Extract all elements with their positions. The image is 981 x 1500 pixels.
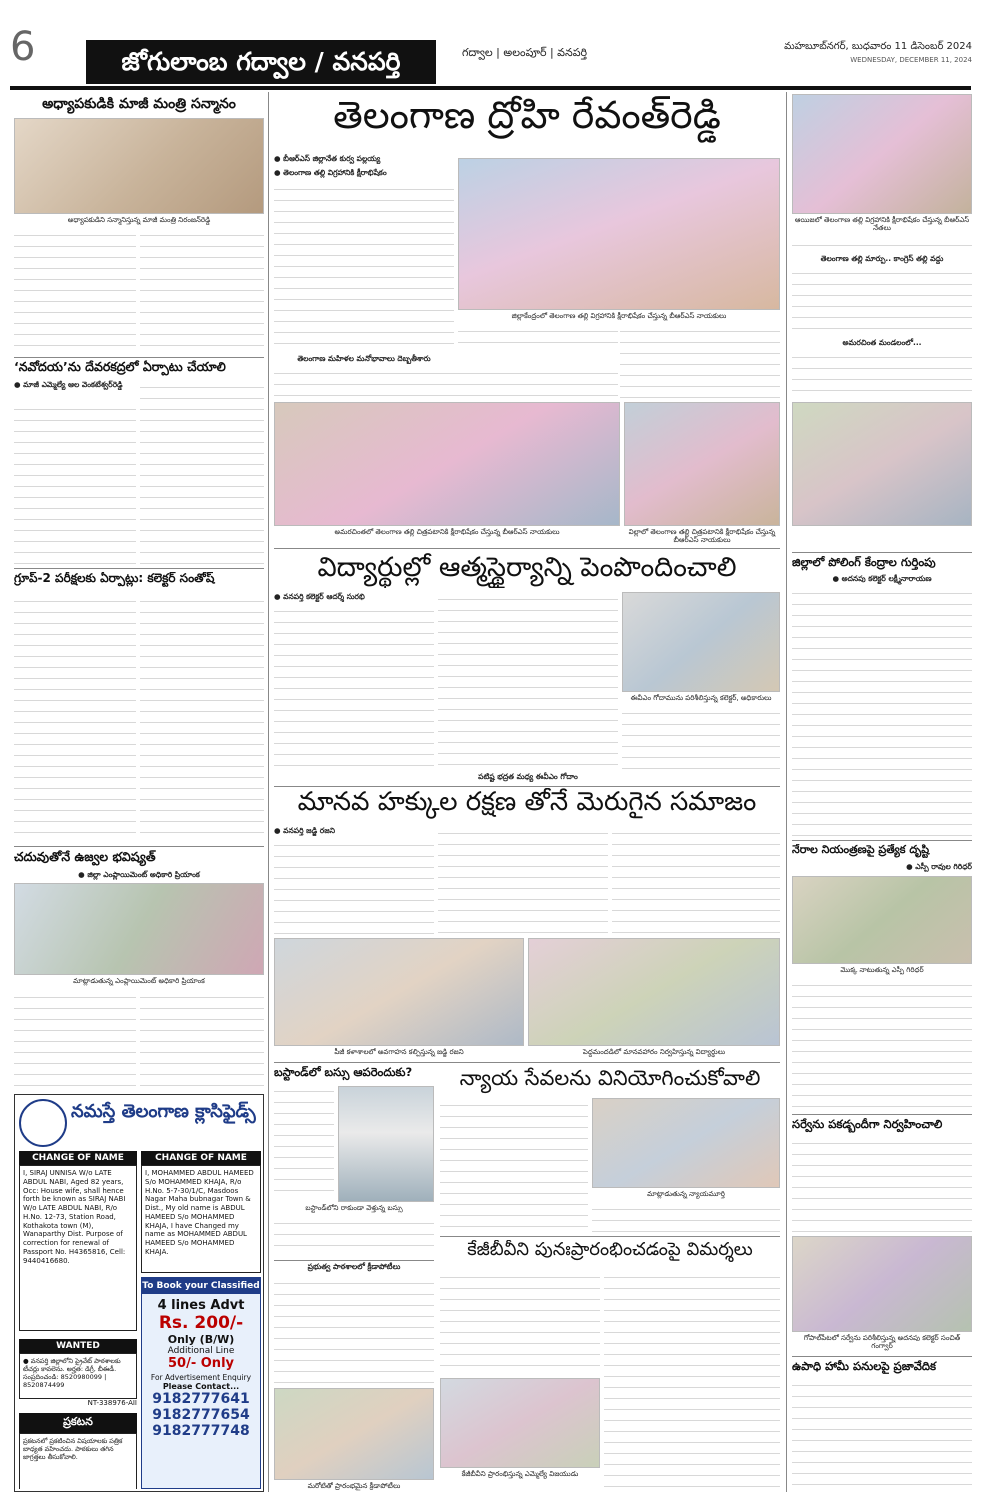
- photo-legal-services: [592, 1098, 780, 1188]
- divider: [14, 357, 264, 358]
- booking-heading: To Book your Classified: [142, 1278, 260, 1294]
- headline-article-10: ప్రభుత్వ పాఠశాలలో క్రీడాపోటీలు: [307, 1262, 401, 1271]
- nt-code: NT-338976-AII: [87, 1399, 137, 1407]
- booking-only: Only (B/W): [167, 1333, 235, 1346]
- main-bullet-2: ● తెలంగాణ తల్లి విగ్రహానికి క్షీరాభిషేకం: [274, 168, 387, 177]
- photo-survey: [792, 1236, 972, 1332]
- caption-article-9: మాట్లాడుతున్న న్యాయమూర్తి: [647, 1190, 725, 1198]
- body-article-9b: [592, 1202, 780, 1232]
- cn-text-2: I, MOHAMMED ABDUL HAMEED S/o MOHAMMED KHAJA, R/o H.No. 5-7-30/1/C, Masdoos Nagar Maha bubnagar Town & Dist., My old name is ABDUL HAMEED S/o MOHAMMED KHAJA, I have Changed my name as MOHAMMED ABDUL HAMEED S/o MOHAMMED KHAJA.: [141, 1165, 261, 1273]
- body-left-3b: [140, 594, 264, 842]
- booking-ad: [141, 1277, 261, 1489]
- body-left-2a: [14, 402, 136, 566]
- booking-lines: 4 lines Advt: [157, 1298, 245, 1313]
- photo-sp-planting: [792, 876, 972, 964]
- caption-article-4b: పెద్దమందడిలో మానవహారం నిర్వహిస్తున్న విద్యార్థులు: [582, 1048, 726, 1056]
- headline-left-3: గ్రూప్-2 పరీక్షలకు ఏర్పాట్లు: కలెక్టర్ సంతోష్: [14, 572, 215, 585]
- divider: [792, 840, 972, 841]
- body-article-10: [274, 1276, 434, 1384]
- headline-article-6: సర్వేను పకడ్బందీగా నిర్వహించాలి: [792, 1118, 943, 1131]
- body-article-8b: [274, 1216, 434, 1256]
- body-left-4b: [140, 990, 264, 1090]
- date-telugu: మహబూబ్‌నగర్, బుధవారం 11 డిసెంబర్ 2024: [784, 41, 972, 52]
- body-article-3: [792, 586, 972, 838]
- body-left-1b: [140, 228, 264, 356]
- divider: [14, 846, 264, 847]
- change-of-name-1: [19, 1151, 137, 1337]
- headline-left-1: అధ్యాపకుడికి మాజీ మంత్రి సన్మానం: [42, 96, 236, 112]
- caption-main-1: జిల్లాకేంద్రంలో తెలంగాణ తల్లి విగ్రహానికి క్షీరాభిషేకం చేస్తున్న బీఆర్‌ఎస్ నాయకులు: [511, 312, 727, 320]
- body-article-2b: [438, 592, 618, 770]
- main-body-4: [274, 366, 618, 398]
- divider: [274, 1260, 434, 1261]
- body-left-4a: [14, 990, 136, 1090]
- byline-left-2: ● మాజీ ఎమ్మెల్యే ఆల వెంకటేశ్వర్‌రెడ్డి: [14, 380, 123, 389]
- body-article-4a: [274, 838, 434, 934]
- body-article-6: [792, 1136, 972, 1232]
- right-subhead-2: అమరచింత మండలంలో...: [842, 338, 922, 347]
- byline-article-3: ● అదనపు కలెక్టర్ లక్ష్మీనారాయణ: [832, 574, 932, 583]
- divider: [792, 552, 972, 553]
- photo-employment-officer: [14, 883, 264, 975]
- body-article-4b: [438, 826, 608, 934]
- divider: [274, 1062, 780, 1063]
- phone-1[interactable]: 9182777641: [152, 1391, 250, 1407]
- booking-price: Rs. 200/-: [158, 1313, 244, 1333]
- cn-heading: CHANGE OF NAME: [141, 1151, 261, 1165]
- body-article-2c: [622, 706, 780, 770]
- photo-sports: [274, 1388, 434, 1480]
- photo-main-2: [274, 402, 620, 526]
- main-headline: తెలంగాణ ద్రోహి రేవంత్‌రెడ్డి: [333, 94, 721, 137]
- right-body-2: [792, 350, 972, 398]
- caption-main-3: విల్లాలో తెలంగాణ తల్లి చిత్రపటానికి క్షీరాభిషేకం చేస్తున్న బీఆర్‌ఎస్ నాయకులు: [628, 528, 776, 545]
- headline-article-11: కేజీబీవీని పునఃప్రారంభించడంపై విమర్శలు: [467, 1240, 753, 1260]
- masthead-rule: [10, 86, 971, 90]
- headline-article-8: బస్టాండ్‌లో బస్సు ఆపరెందుకు?: [274, 1066, 413, 1079]
- caption-left-4: మాట్లాడుతున్న ఎంప్లాయిమెంట్ అధికారి ప్రియాంక: [73, 977, 205, 985]
- subhead-article-2: పటిష్ట భద్రత మధ్య ఈవీఎం గోదాం: [478, 772, 578, 781]
- photo-judge-college: [274, 938, 524, 1046]
- phone-3[interactable]: 9182777748: [152, 1423, 250, 1439]
- caption-article-4a: పీజీ కళాశాలలో అవగాహన కల్పిస్తున్న జడ్జి రజని: [334, 1048, 464, 1056]
- headline-article-9: న్యాయ సేవలను వినియోగించుకోవాలి: [459, 1066, 761, 1090]
- photo-bus: [338, 1086, 434, 1202]
- right-body-1: [792, 266, 972, 336]
- booking-contact: Please Contact...: [162, 1382, 240, 1391]
- sub-districts: గద్వాల | అలంపూర్ | వనపర్తి: [462, 46, 588, 59]
- body-article-5: [792, 978, 972, 1112]
- wanted-heading: WANTED: [19, 1339, 137, 1353]
- headline-article-7: ఉపాధి హామీ పనులపై ప్రజావేదిక: [792, 1360, 937, 1373]
- headline-article-5: నేరాల నియంత్రణపై ప్రత్యేక దృష్టి: [792, 844, 930, 856]
- classifieds-seal-icon: [19, 1099, 67, 1147]
- divider: [274, 786, 780, 787]
- divider: [440, 1236, 780, 1237]
- body-article-7: [792, 1378, 972, 1492]
- caption-main-2: అమరచింతలో తెలంగాణ తల్లి చిత్రపటానికి క్షీరాభిషేకం చేస్తున్న బీఆర్‌ఎస్ నాయకులు: [334, 528, 560, 536]
- classifieds-logo: నమస్తే తెలంగాణ క్లాసిఫైడ్స్: [71, 1101, 256, 1122]
- right-subhead-1: తెలంగాణ తల్లి మార్పు.. కాంగ్రెస్ తల్లి వద్దు: [820, 254, 944, 263]
- headline-article-4: మానవ హక్కుల రక్షణ తోనే మెరుగైన సమాజం: [297, 788, 757, 817]
- photo-felicitation: [14, 118, 264, 214]
- body-left-3a: [14, 594, 136, 842]
- divider: [792, 1356, 972, 1357]
- caption-left-1: అధ్యాపకుడిని సన్మానిస్తున్న మాజీ మంత్రి నిరంజన్‌రెడ్డి: [67, 216, 211, 224]
- wanted-ad: [19, 1339, 137, 1409]
- caption-article-8: బస్టాండ్‌లోని రాకుండా వెళ్తున్న బస్సు: [305, 1204, 403, 1212]
- headline-article-2: విద్యార్థుల్లో ఆత్మస్థైర్యాన్ని పెంపొందించాలి: [317, 552, 737, 583]
- headline-left-2: ‘నవోదయ’ను దేవరకద్రలో ఏర్పాటు చేయాలి: [14, 360, 226, 374]
- main-body-3: [620, 324, 780, 398]
- date-english: WEDNESDAY, DECEMBER 11, 2024: [850, 56, 972, 64]
- right-body-0: [792, 238, 972, 252]
- headline-left-4: చదువుతోనే ఉజ్వల భవిష్యత్: [14, 850, 156, 864]
- booking-additional-price: 50/- Only: [168, 1356, 234, 1371]
- main-body-1: [274, 182, 454, 352]
- caption-article-11: కేజీబీవీని ప్రారంభిస్తున్న ఎమ్మెల్యే విజయుడు: [461, 1470, 579, 1478]
- byline-left-4: ● జిల్లా ఎంప్లాయిమెంట్ అధికారి ప్రియాంక: [78, 870, 200, 879]
- wanted-text: ● వనపర్తి జిల్లాలోని ప్రైవేట్ పాఠశాలకు టీచర్లు కావలెను. అర్హత: డిగ్రీ, బీఈడీ. సంప్రదించండి: 8520980099 | 8520874499: [19, 1353, 137, 1399]
- column-divider: [786, 92, 787, 1492]
- divider: [792, 1114, 972, 1115]
- photo-right-2: [792, 402, 972, 526]
- byline-article-2: ● వనపర్తి కలెక్టర్ ఆదర్శ్ సురభి: [274, 592, 365, 601]
- caption-article-5: మొక్క నాటుతున్న ఎస్పీ గిరిధర్: [840, 966, 924, 974]
- photo-human-chain: [528, 938, 780, 1046]
- photo-main-1: [458, 158, 780, 310]
- byline-article-4: ● వనపర్తి జడ్జి రజని: [274, 826, 335, 835]
- caption-article-2: ఈవీఎం గోదామును పరిశీలిస్తున్న కలెక్టర్, అధికారులు: [630, 694, 772, 702]
- photo-kgbv: [440, 1378, 600, 1468]
- prakatana-heading: ప్రకటన: [19, 1413, 137, 1433]
- headline-article-3: జిల్లాలో పోలింగ్ కేంద్రాల గుర్తింపు: [792, 556, 936, 569]
- body-article-9a: [440, 1098, 588, 1232]
- main-bullet-1: ● బీఆర్‌ఎస్ జిల్లానేత కుర్వ పల్లయ్య: [274, 154, 381, 163]
- classifieds-block: [14, 1094, 264, 1492]
- prakatana-text: ప్రకటనలో ప్రకటించిన విషయాలకు పత్రిక బాధ్యత వహించదు. పాఠకులు తగిన జాగ్రత్తలు తీసుకోవాలి.: [19, 1433, 137, 1489]
- photo-evm-godown: [622, 592, 780, 692]
- main-body-2: [458, 324, 618, 352]
- cn-text-1: I, SIRAJ UNNISA W/o LATE ABDUL NABI, Aged 82 years, Occ: House wife, shall hence forth be known as SIRAJ NABI W/o LATE ABDUL NABI, R/o H.No. 12-73, Station Road, Kothakota town (M), Wanaparthy Dist. Purpose of correction for renewal of Passport No. H4365816, Cell: 9440416680.: [19, 1165, 137, 1331]
- caption-article-6: గోపాల్‌పేటలో సర్వేను పరిశీలిస్తున్న అదనపు కలెక్టర్ సంచిత్ గంగ్వార్: [803, 1334, 961, 1351]
- caption-article-10: మరోటితో ప్రారంభమైన క్రీడాపోటీలు: [307, 1482, 401, 1490]
- booking-enquiry: For Advertisement Enquiry: [150, 1373, 252, 1382]
- section-banner: జోగులాంబ గద్వాల / వనపర్తి: [86, 40, 436, 84]
- prakatana-ad: [19, 1413, 137, 1489]
- photo-main-3: [624, 402, 780, 526]
- body-left-1a: [14, 228, 136, 356]
- body-left-2b: [140, 380, 264, 566]
- body-article-4c: [612, 826, 780, 934]
- main-subhead: తెలంగాణ మహిళల మనోభావాలు దెబ్బతీశారు: [297, 354, 431, 363]
- page-number: 6: [10, 24, 36, 70]
- phone-2[interactable]: 9182777654: [152, 1407, 250, 1423]
- body-article-11b: [604, 1270, 780, 1492]
- caption-right-top: ఆయిజలో తెలంగాణ తల్లి విగ్రహానికి క్షీరాభిషేకం చేస్తున్న బీఆర్‌ఎస్ నేతలు: [794, 216, 970, 233]
- column-divider: [268, 92, 269, 1492]
- divider: [274, 548, 780, 549]
- body-article-11a: [440, 1270, 600, 1374]
- change-of-name-2: [141, 1151, 261, 1275]
- divider: [14, 568, 264, 569]
- body-article-2a: [274, 604, 434, 770]
- photo-right-top: [792, 94, 972, 214]
- cn-heading: CHANGE OF NAME: [19, 1151, 137, 1165]
- byline-article-5: ● ఎస్పీ రావుల గిరిధర్: [906, 862, 972, 871]
- body-article-8a: [274, 1084, 334, 1194]
- booking-additional: Additional Line: [167, 1346, 235, 1356]
